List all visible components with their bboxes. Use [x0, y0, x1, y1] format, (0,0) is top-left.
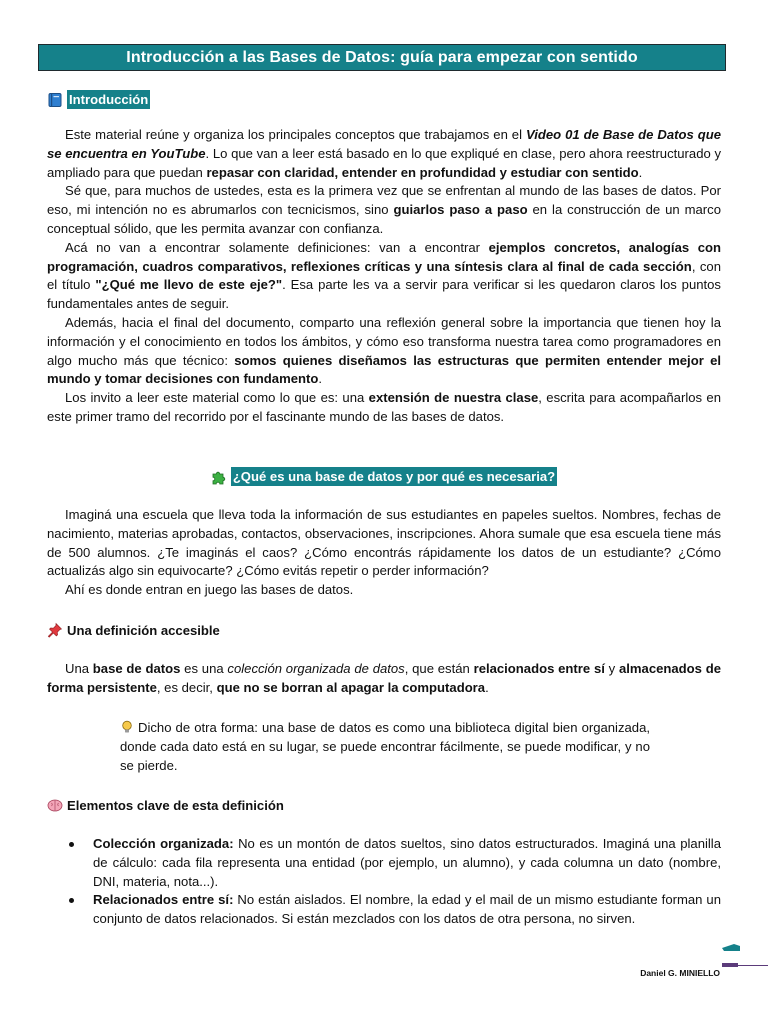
brain-icon	[47, 797, 63, 813]
section-heading-elements	[47, 797, 284, 813]
document-title-bar	[38, 44, 726, 71]
list-item: Relacionados entre sí: No están aislados. El nombre, la edad y el mail de un mismo estudiante forman un conjunto de datos relacionados. Si están mezclados con los datos de otra persona, no sirven.	[47, 891, 721, 929]
section-heading-definition	[47, 622, 220, 638]
section-heading-label: Introducción	[69, 92, 149, 107]
section-heading-label: Elementos clave de esta definición	[67, 797, 284, 813]
paragraph: Una base de datos es una colección organizada de datos, que están relacionados entre sí y almacenados de forma persistente, es decir, que no se borran al apagar la computadora.	[47, 661, 722, 695]
what-body	[47, 506, 721, 600]
section-heading-intro	[47, 90, 150, 109]
paragraph: Sé que, para muchos de ustedes, esta es la primera vez que se enfrentan al mundo de las bases de datos. Por eso, mi intención no es abrumarlos con tecnicismos, sino guiarlos paso a paso en la construcción de un marco conceptual sólido, que les permita avanzar con confianza.	[47, 183, 721, 236]
intro-body	[47, 126, 721, 427]
book-icon	[47, 92, 63, 108]
section-heading-label: ¿Qué es una base de datos y por qué es necesaria?	[232, 469, 556, 484]
document-title: Introducción a las Bases de Datos: guía para empezar con sentido	[126, 48, 638, 66]
section-heading-label: Una definición accesible	[67, 622, 220, 638]
lightbulb-icon	[120, 720, 134, 734]
paragraph: Además, hacia el final del documento, comparto una reflexión general sobre la importancia que tienen hoy la información y el conocimiento en todos los ámbitos, y cómo eso transforma nuestra tarea como programadores en algo mucho más que técnico: somos quienes diseñamos las estructuras que permiten entender mejor el mundo y tomar decisiones con fundamento.	[47, 314, 722, 387]
definition-body	[47, 660, 721, 698]
page-number-mark	[722, 940, 768, 980]
author-name: Daniel G. MINIELLO	[640, 968, 720, 978]
paragraph: Ahí es donde entran en juego las bases de datos.	[65, 582, 354, 598]
paragraph: Imaginá una escuela que lleva toda la información de sus estudiantes en papeles sueltos. Nombres, fechas de nacimiento, materias aprobadas, contactos, observaciones, inscripciones. Ahora sumale que esa escuela tiene más de 500 alumnos. ¿Te imaginás el caos? ¿Cómo encontrás rápidamente los datos de un estudiante? ¿Cómo actualizás algo sin equivocarte? ¿Cómo evitás repetir o perder información?	[47, 507, 721, 579]
list-item: Colección organizada: No es un montón de datos sueltos, sino datos estructurados. Imaginá una planilla de cálculo: cada fila representa una entidad (por ejemplo, un alumno), y cada columna un dato (nombre, DNI, materia, nota...).	[47, 835, 721, 891]
note-text: Dicho de otra forma: una base de datos es como una biblioteca digital bien organizada, donde cada dato está en su lugar, se puede encontrar fácilmente, se puede modificar, y no se pierde.	[120, 720, 650, 773]
pushpin-icon	[47, 622, 63, 638]
puzzle-icon	[211, 469, 227, 485]
paragraph: Los invito a leer este material como lo que es: una extensión de nuestra clase, escrita para acompañarlos en este primer tramo del recorrido por el fascinante mundo de las bases de datos.	[47, 390, 721, 424]
paragraph: Acá no van a encontrar solamente definiciones: van a encontrar ejemplos concretos, analogías con programación, cuadros comparativos, reflexiones críticas y una síntesis clara al final de cada sección, con el título "¿Qué me llevo de este eje?". Esa parte les va a servir para verificar si les quedaron claros los puntos fundamentales antes de seguir.	[47, 239, 722, 312]
definition-note	[120, 719, 650, 775]
section-heading-what	[0, 467, 768, 486]
paragraph: Este material reúne y organiza los principales conceptos que trabajamos en el Video 01 de Base de Datos que se encuentra en YouTube. Lo que van a leer está basado en lo que expliqué en clase, pero ahora reestructurado y ampliado para que puedan repasar con claridad, entender en profundidad y estudiar con sentido.	[47, 127, 721, 180]
key-elements-list	[47, 835, 721, 929]
